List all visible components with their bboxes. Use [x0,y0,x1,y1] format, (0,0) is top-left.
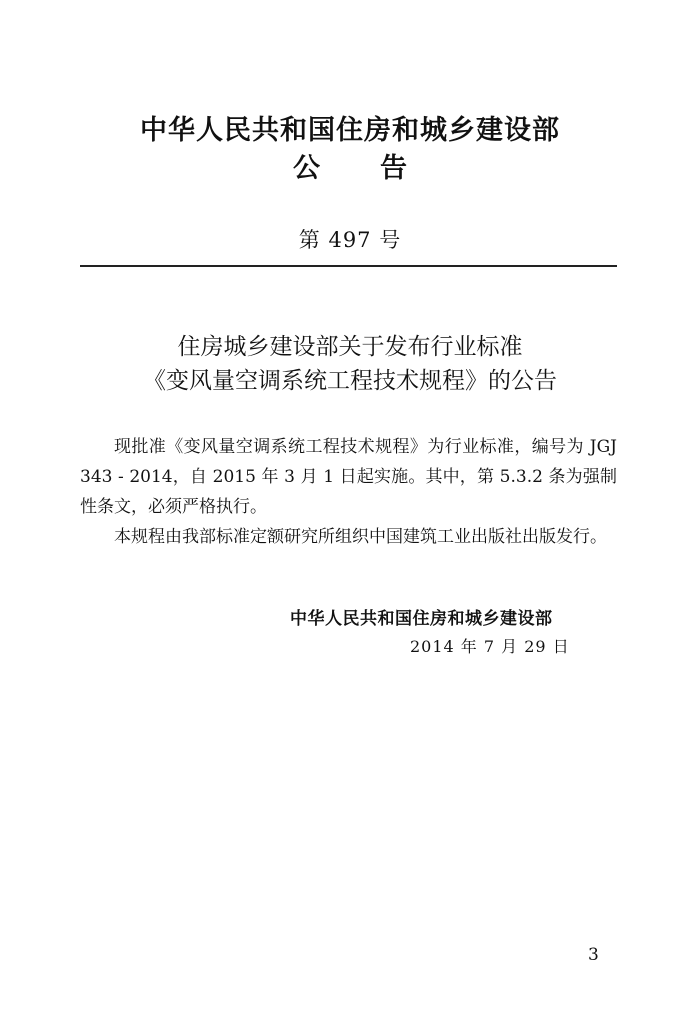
document-heading [0,330,700,398]
document-body [80,432,617,552]
signature-issuer: 中华人民共和国住房和城乡建设部 [290,609,553,629]
document-heading-line-2: 《变风量空调系统工程技术规程》的公告 [143,368,557,394]
document-heading-line-1: 住房城乡建设部关于发布行业标准 [177,334,523,360]
body-paragraph-approval: 现批准《变风量空调系统工程技术规程》为行业标准，编号为 JGJ 343 - 2014，自 2015 年 3 月 1 日起实施。其中，第 5.3.2 条为强制性条文，必须严格执行。 [80,437,617,517]
signature-date: 2014 年 7 月 29 日 [410,637,570,656]
document-number: 第 497 号 [298,228,402,252]
body-paragraph-publication: 本规程由我部标准定额研究所组织中国建筑工业出版社出版发行。 [114,527,607,547]
notice-heading: 公告 [293,153,467,184]
page-number: 3 [588,945,599,965]
issuer-header-title: 中华人民共和国住房和城乡建设部 [140,115,560,146]
header-divider [80,265,617,267]
